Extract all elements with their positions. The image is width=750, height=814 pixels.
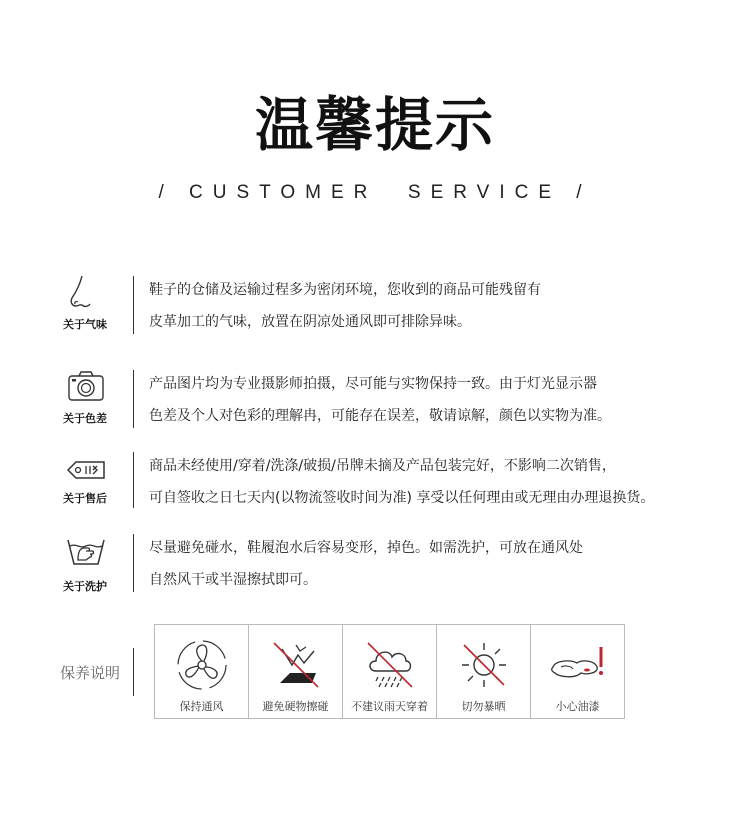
notice-line: 产品图片均为专业摄影师拍摄，尽可能与实物保持一致。由于灯光显示器 xyxy=(149,376,597,392)
no-sun-icon xyxy=(456,637,512,693)
care-item-no-sun xyxy=(437,625,531,718)
page-subtitle: / CUSTOMER SERVICE / xyxy=(158,182,592,203)
care-section-label: 保养说明 xyxy=(59,664,120,682)
notice-line: 鞋子的仓储及运输过程多为密闭环境，您收到的商品可能残留有 xyxy=(149,282,541,298)
care-item-ventilate xyxy=(155,625,249,718)
notice-line: 商品未经使用/穿着/洗涤/破损/吊牌未摘及产品包装完好，不影响二次销售， xyxy=(149,458,616,474)
hand-wash-icon xyxy=(62,534,110,572)
care-caption: 保持通风 xyxy=(179,700,224,713)
care-caption: 小心油漆 xyxy=(555,700,600,713)
notice-label: 关于色差 xyxy=(63,412,107,425)
notice-line: 皮革加工的气味，放置在阴凉处通风即可排除异味。 xyxy=(149,314,471,330)
care-caption: 避免硬物擦碰 xyxy=(262,700,329,713)
notice-label: 关于洗护 xyxy=(63,580,107,593)
care-item-careful-paint xyxy=(531,625,624,718)
notice-line: 自然风干或半湿擦拭即可。 xyxy=(149,572,317,588)
no-rain-icon xyxy=(362,637,418,693)
oil-paint-warning-icon xyxy=(547,637,609,693)
care-caption: 切勿暴晒 xyxy=(461,700,506,713)
page-title: 温馨提示 xyxy=(254,91,495,159)
notice-line: 可自签收之日七天内(以物流签收时间为准) 享受以任何理由或无理由办理退换货。 xyxy=(149,490,655,506)
notice-text xyxy=(149,368,739,432)
notice-label: 关于售后 xyxy=(63,492,107,505)
price-tag-icon xyxy=(62,450,110,488)
fan-icon xyxy=(174,637,230,693)
notice-text xyxy=(149,274,739,338)
notice-text xyxy=(149,532,739,596)
divider xyxy=(133,370,134,428)
care-item-no-rain xyxy=(343,625,437,718)
notice-label: 关于气味 xyxy=(63,318,107,331)
notice-text xyxy=(149,450,739,514)
divider xyxy=(133,276,134,334)
care-icons-panel xyxy=(154,624,625,719)
no-hard-objects-icon xyxy=(268,637,324,693)
divider xyxy=(133,648,134,696)
divider xyxy=(133,534,134,592)
care-item-avoid-hard-objects xyxy=(249,625,343,718)
care-caption: 不建议雨天穿着 xyxy=(351,700,428,713)
camera-icon xyxy=(62,368,110,406)
notice-line: 色差及个人对色彩的理解冉，可能存在误差，敬请谅解，颜色以实物为准。 xyxy=(149,408,611,424)
divider xyxy=(133,452,134,508)
notice-line: 尽量避免碰水，鞋履泡水后容易变形，掉色。如需洗护，可放在通风处 xyxy=(149,540,583,556)
nose-icon xyxy=(62,274,110,312)
